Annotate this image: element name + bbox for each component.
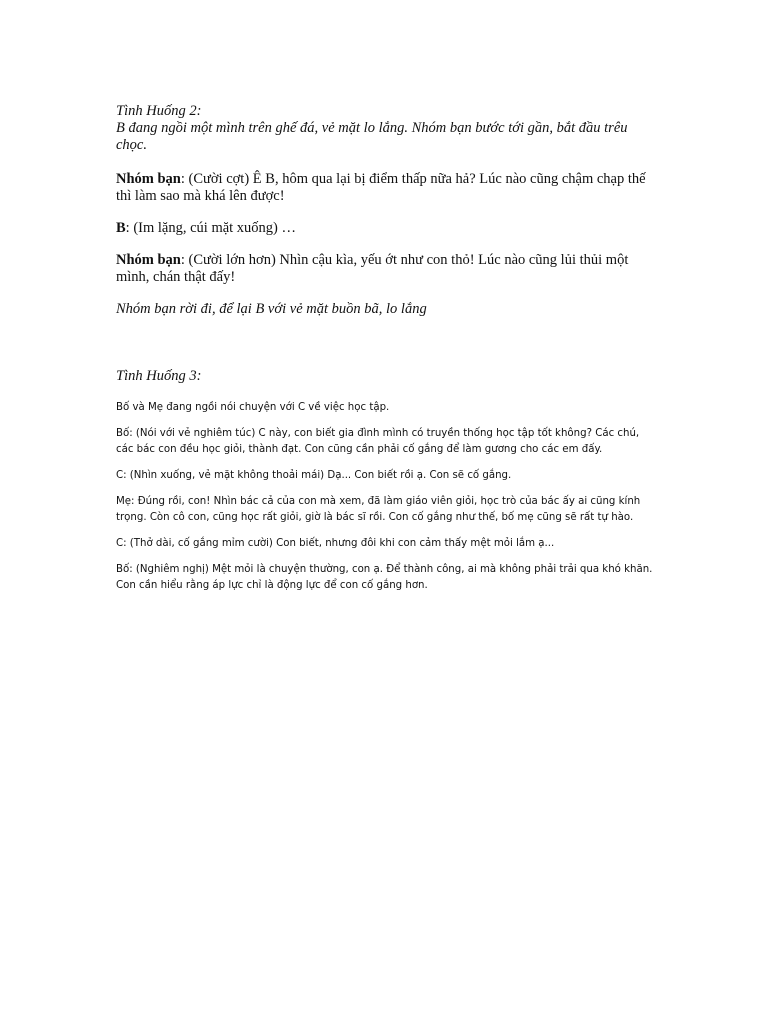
speaker-name: Nhóm bạn	[116, 171, 181, 187]
document-content	[116, 103, 656, 594]
dialogue-line	[116, 252, 656, 286]
dialogue-paragraph: C: (Thở dài, cố gắng mỉm cười) Con biết, nhưng đôi khi con cảm thấy mệt mỏi lắm ạ...	[116, 538, 555, 549]
dialogue-line	[116, 220, 656, 237]
dialogue-paragraph: Bố: (Nói với vẻ nghiêm túc) C này, con biết gia đình mình có truyền thống học tập tốt không? Các chú, các bác con đều học giỏi, thành đạt. Con cũng cần phải cố gắng để làm gương cho các em đấy.	[116, 428, 640, 455]
dialogue-text: : (Cười cợt) Ê B, hôm qua lại bị điểm thấp nữa hả? Lúc nào cũng chậm chạp thế thì làm sao mà khá lên được!	[116, 171, 646, 204]
dialogue-text: : (Cười lớn hơn) Nhìn cậu kìa, yếu ớt như con thỏ! Lúc nào cũng lủi thủi một mình, chán thật đấy!	[116, 252, 629, 285]
dialogue-line	[116, 171, 656, 205]
dialogue-paragraph: Bố và Mẹ đang ngồi nói chuyện với C về việc học tập.	[116, 402, 390, 413]
dialogue-paragraph: C: (Nhìn xuống, vẻ mặt không thoải mái) Dạ... Con biết rồi ạ. Con sẽ cố gắng.	[116, 470, 512, 481]
speaker-name: Nhóm bạn	[116, 252, 181, 268]
dialogue-paragraph: Bố: (Nghiêm nghị) Mệt mỏi là chuyện thường, con ạ. Để thành công, ai mà không phải trải qua khó khăn. Con cần hiểu rằng áp lực chỉ là động lực để con cố gắng hơn.	[116, 564, 653, 591]
speaker-name: B	[116, 220, 126, 236]
section-2-closing: Nhóm bạn rời đi, để lại B với vẻ mặt buồn bã, lo lắng	[116, 301, 427, 317]
dialogue-paragraph: Mẹ: Đúng rồi, con! Nhìn bác cả của con mà xem, đã làm giáo viên giỏi, học trò của bác ấy ai cũng kính trọng. Còn cô con, cũng học rất giỏi, giờ là bác sĩ rồi. Con cố gắng như thế, bố mẹ cũng sẽ rất tự hào.	[116, 496, 641, 523]
section-2-title: Tình Huống 2:	[116, 103, 202, 119]
section-2-intro: B đang ngồi một mình trên ghế đá, vẻ mặt lo lắng. Nhóm bạn bước tới gần, bắt đầu trêu chọc.	[116, 120, 628, 153]
dialogue-text: : (Im lặng, cúi mặt xuống) …	[125, 220, 297, 236]
section-3-title: Tình Huống 3:	[116, 368, 202, 384]
